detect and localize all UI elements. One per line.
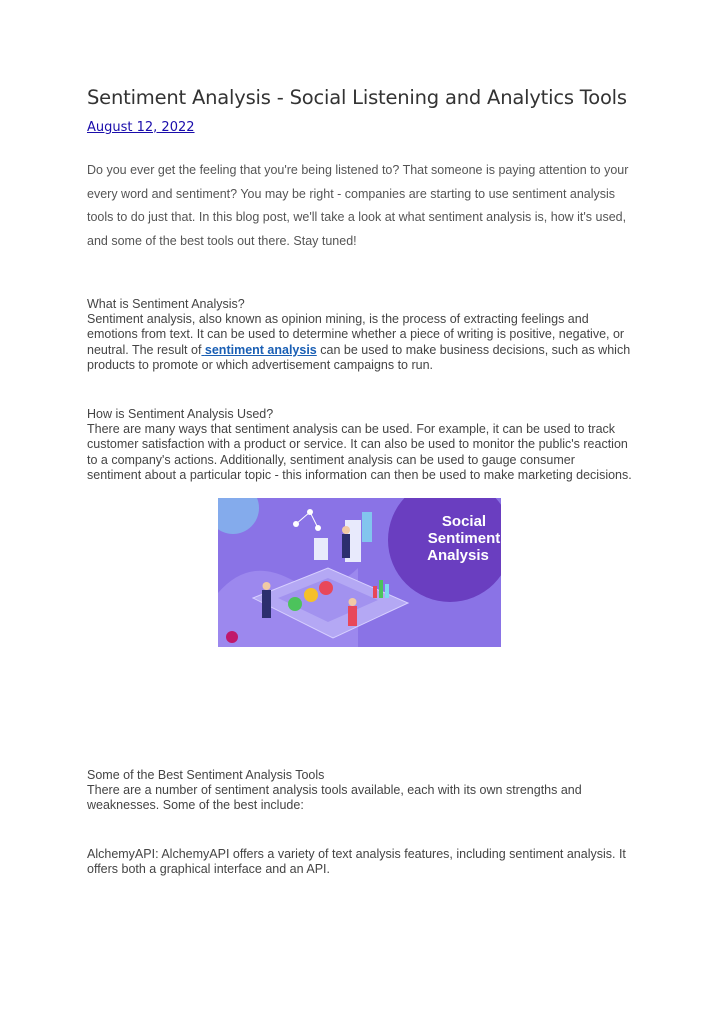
hero-dot: [226, 631, 238, 643]
chart-bar-icon: [379, 580, 383, 598]
section-alchemy-api: [87, 847, 632, 877]
hero-line-2: Sentiment: [427, 530, 501, 547]
sad-face-icon: [319, 581, 333, 595]
person-icon: [342, 534, 350, 558]
sentiment-analysis-link[interactable]: sentiment analysis: [204, 342, 317, 357]
body-text: can be used to make business decisions, such as which products to promote or which advertisement campaigns to run.: [87, 342, 631, 372]
section-body-alchemy-api: AlchemyAPI: AlchemyAPI offers a variety of text analysis features, including sentiment analysis. It offers both a graphical interface and an API.: [87, 847, 626, 877]
page-title: Sentiment Analysis - Social Listening and Analytics Tools: [87, 86, 627, 109]
neutral-face-icon: [304, 588, 318, 602]
person-icon: [262, 590, 271, 618]
hero-illustration: [218, 498, 501, 647]
section-heading-best-tools: Some of the Best Sentiment Analysis Tools: [87, 768, 325, 782]
section-body-what-is: [87, 312, 632, 373]
section-how-used: [87, 407, 632, 483]
chart-bar-icon: [373, 586, 377, 598]
person-head: [342, 526, 350, 534]
hero-line-1: Social: [441, 513, 487, 530]
person-head: [349, 598, 357, 606]
screen-icon: [362, 512, 372, 542]
section-heading-what-is: What is Sentiment Analysis?: [87, 297, 245, 311]
post-date-link[interactable]: August 12, 2022: [87, 120, 195, 135]
hero-line-3: Analysis: [427, 547, 489, 564]
section-heading-how-used: How is Sentiment Analysis Used?: [87, 407, 274, 421]
section-what-is: [87, 297, 632, 373]
section-body-how-used: There are many ways that sentiment analysis can be used. For example, it can be used to track customer satisfaction with a product or service. It can also be used to monitor the public's reaction to a company's actions. Additionally, sentiment analysis can be used to gauge consumer sentiment about a particular topic - this information can then be used to make marketing decisions.: [87, 422, 632, 482]
section-body-best-tools: There are a number of sentiment analysis tools available, each with its own strengths and weaknesses. Some of the best include:: [87, 783, 582, 813]
chart-bar-icon: [385, 584, 389, 598]
person-icon: [348, 606, 357, 626]
person-head: [263, 582, 271, 590]
intro-paragraph: Do you ever get the feeling that you're being listened to? That someone is paying attention to your every word and sentiment? You may be right - companies are starting to use sentiment analysis tools to do just that. In this blog post, we'll take a look at what sentiment analysis is, how it's used, and some of the best tools out there. Stay tuned!: [87, 163, 629, 248]
section-best-tools: [87, 768, 632, 814]
happy-face-icon: [288, 597, 302, 611]
body-text: Sentiment analysis, also known as opinion mining, is the process of extracting feelings and emotions from text. It can be used to determine whether a piece of writing is positive, negative, or neutral. The result of: [87, 312, 625, 357]
device-icon: [314, 538, 328, 560]
